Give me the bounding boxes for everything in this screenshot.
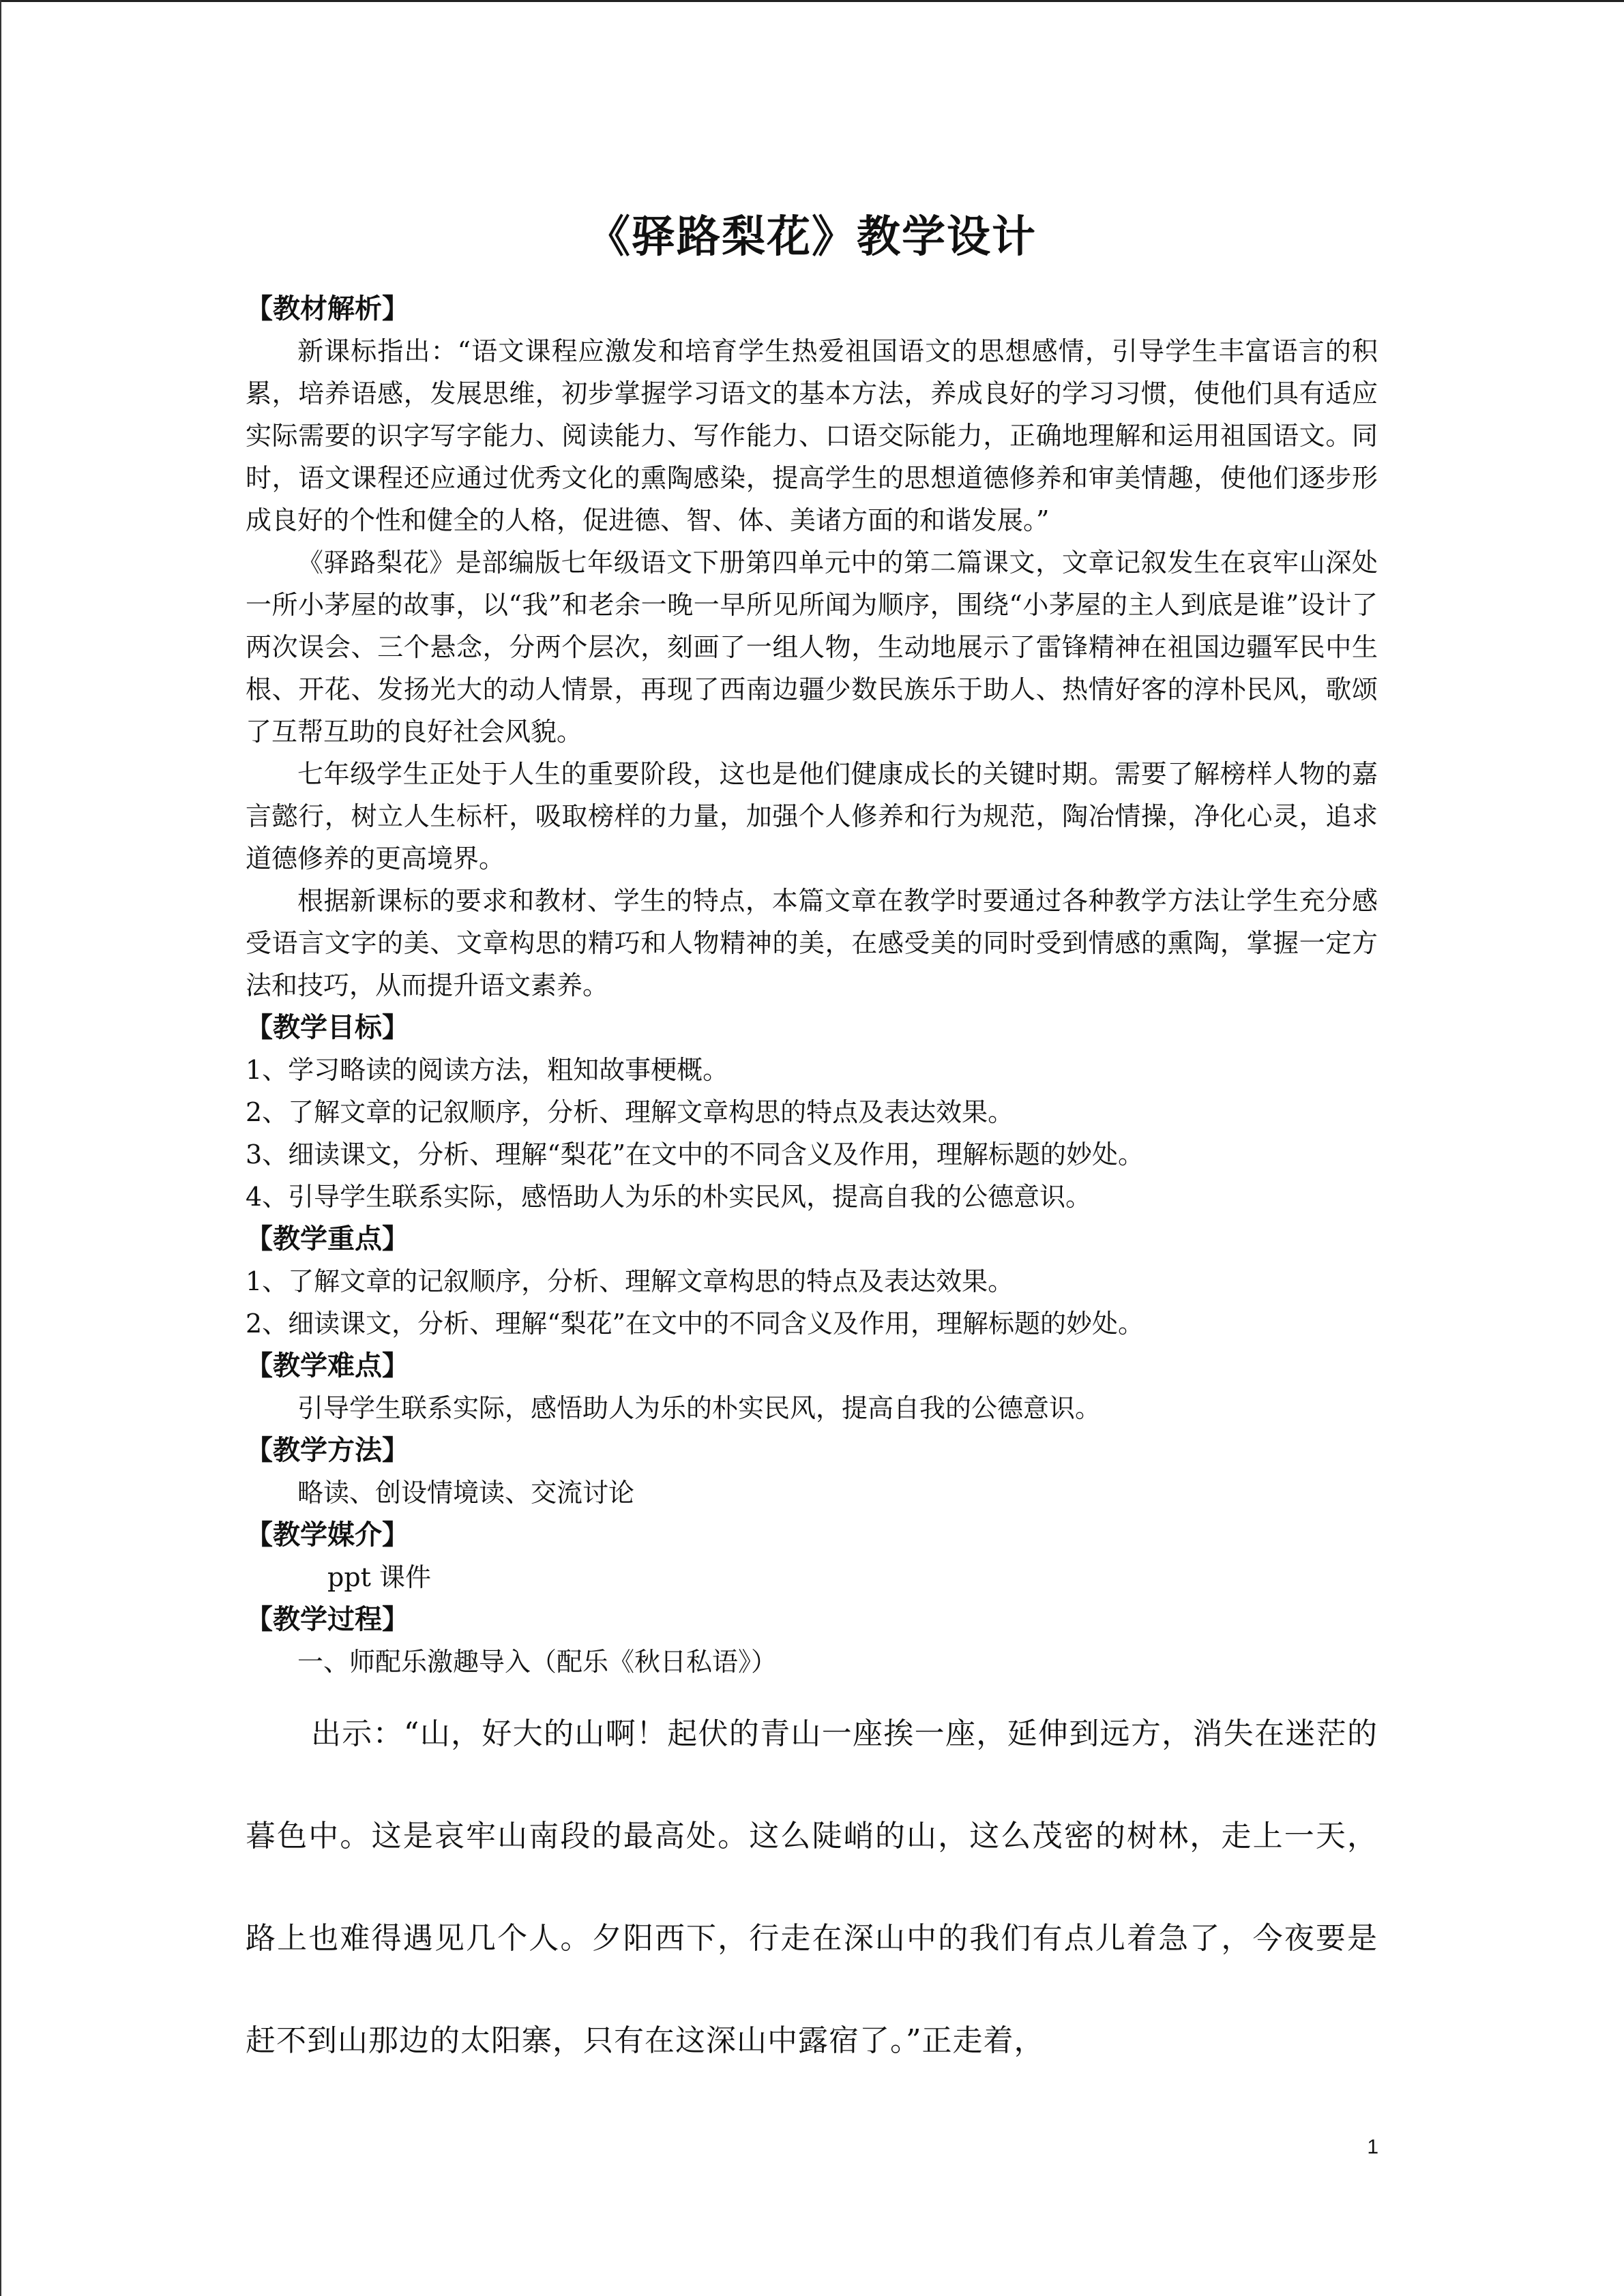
page-top-border xyxy=(0,0,1624,2)
document-body xyxy=(246,205,1378,2092)
analysis-paragraph-4: 根据新课标的要求和教材、学生的特点，本篇文章在教学时要通过各种教学方法让学生充分感受语言文字的美、文章构思的精巧和人物精神的美，在感受美的同时受到情感的熏陶，掌握一定方法和技巧，从而提升语文素养。 xyxy=(246,886,1378,1000)
section-heading-media: 【教学媒介】 xyxy=(246,1519,409,1551)
methods-text: 略读、创设情境读、交流讨论 xyxy=(297,1478,635,1508)
difficulty-text: 引导学生联系实际，感悟助人为乐的朴实民风，提高自我的公德意识。 xyxy=(297,1393,1102,1423)
section-heading-analysis: 【教材解析】 xyxy=(246,293,409,325)
analysis-paragraph-3: 七年级学生正处于人生的重要阶段，这也是他们健康成长的关键时期。需要了解榜样人物的嘉言懿行，树立人生标杆，吸取榜样的力量，加强个人修养和行为规范，陶冶情操，净化心灵，追求道德修养的更高境界。 xyxy=(246,759,1378,874)
objective-item-3: 3、细读课文，分析、理解“梨花”在文中的不同含义及作用，理解标题的妙处。 xyxy=(246,1139,1145,1169)
keypoint-item-2: 2、细读课文，分析、理解“梨花”在文中的不同含义及作用，理解标题的妙处。 xyxy=(246,1309,1145,1339)
section-heading-keypoints: 【教学重点】 xyxy=(246,1223,409,1255)
section-heading-difficulty: 【教学难点】 xyxy=(246,1350,409,1382)
section-heading-objectives: 【教学目标】 xyxy=(246,1012,409,1043)
keypoint-item-1: 1、了解文章的记叙顺序，分析、理解文章构思的特点及表达效果。 xyxy=(246,1266,1014,1296)
objective-item-4: 4、引导学生联系实际，感悟助人为乐的朴实民风，提高自我的公德意识。 xyxy=(246,1182,1092,1212)
analysis-paragraph-2: 《驿路梨花》是部编版七年级语文下册第四单元中的第二篇课文，文章记叙发生在哀牢山深处一所小茅屋的故事，以“我”和老余一晚一早所见所闻为顺序，围绕“小茅屋的主人到底是谁”设计了两次误会、三个悬念，分两个层次，刻画了一组人物，生动地展示了雷锋精神在祖国边疆军民中生根、开花、发扬光大的动人情景，再现了西南边疆少数民族乐于助人、热情好客的淳朴民风，歌颂了互帮互助的良好社会风貌。 xyxy=(246,548,1378,747)
section-heading-methods: 【教学方法】 xyxy=(246,1435,409,1466)
page-number: 1 xyxy=(1367,2136,1378,2158)
page-left-border xyxy=(0,0,1,2296)
objective-item-1: 1、学习略读的阅读方法，粗知故事梗概。 xyxy=(246,1055,729,1085)
process-step-1: 一、师配乐激趣导入（配乐《秋日私语》） xyxy=(297,1647,778,1677)
media-text: ppt 课件 xyxy=(327,1562,432,1592)
lesson-quote: 出示：“山，好大的山啊！起伏的青山一座挨一座，延伸到远方，消失在迷茫的暮色中。这是哀牢山南段的最高处。这么陡峭的山，这么茂密的树林，走上一天，路上也难得遇见几个人。夕阳西下，行走在深山中的我们有点儿着急了，今夜要是赶不到山那边的太阳寨，只有在这深山中露宿了。”正走着， xyxy=(246,1716,1378,2058)
analysis-paragraph-1: 新课标指出：“语文课程应激发和培育学生热爱祖国语文的思想感情，引导学生丰富语言的积累，培养语感，发展思维，初步掌握学习语文的基本方法，养成良好的学习习惯，使他们具有适应实际需要的识字写字能力、阅读能力、写作能力、口语交际能力，正确地理解和运用祖国语文。同时，语文课程还应通过优秀文化的熏陶感染，提高学生的思想道德修养和审美情趣，使他们逐步形成良好的个性和健全的人格，促进德、智、体、美诸方面的和谐发展。” xyxy=(246,336,1378,535)
section-heading-process: 【教学过程】 xyxy=(246,1604,409,1635)
document-title: 《驿路梨花》教学设计 xyxy=(587,212,1037,263)
objective-item-2: 2、了解文章的记叙顺序，分析、理解文章构思的特点及表达效果。 xyxy=(246,1097,1014,1127)
